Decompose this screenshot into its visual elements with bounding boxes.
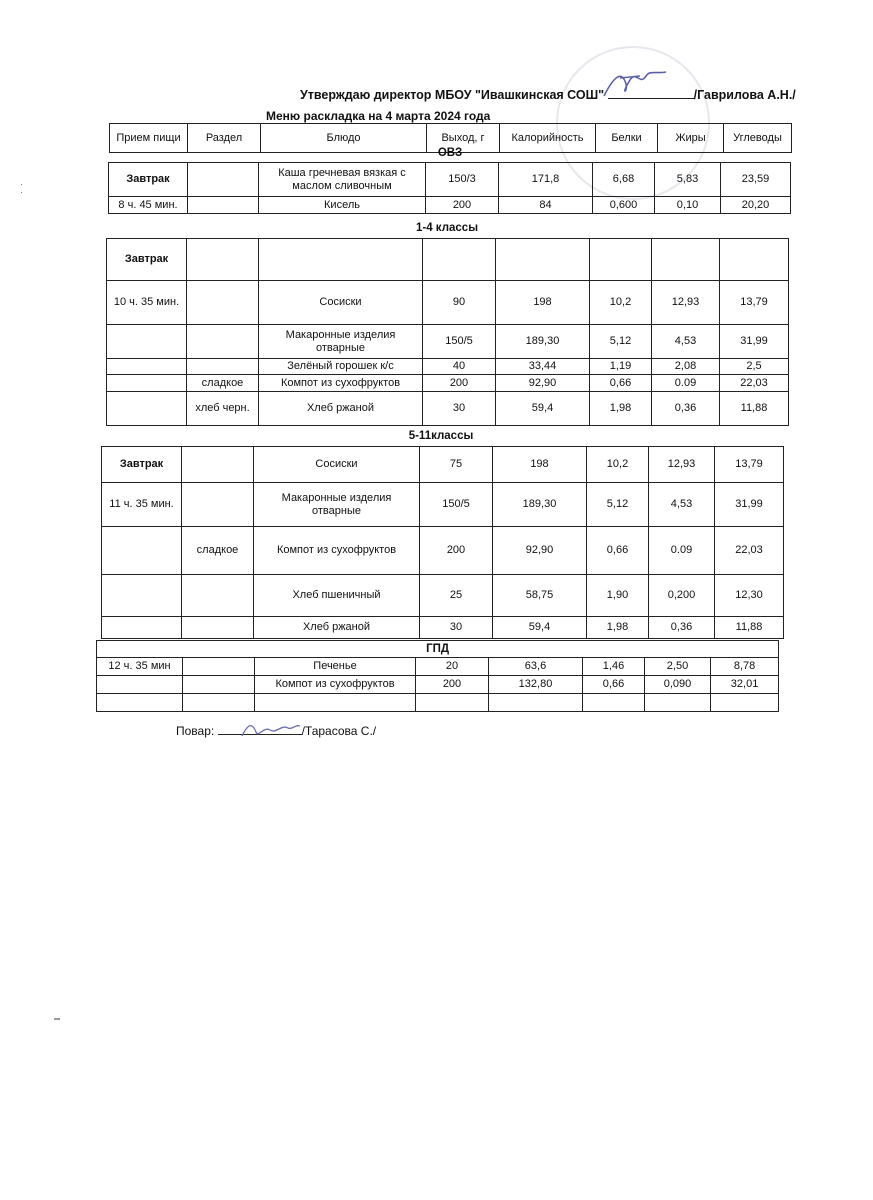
approval-text: Утверждаю директор МБОУ "Ивашкинская СОШ" [300,88,605,102]
empty-cell [583,694,645,712]
output-cell: 40 [423,359,496,375]
fat-cell: 0.09 [649,527,715,575]
fat-cell: 2,50 [645,658,711,676]
empty-cell [187,239,259,281]
output-cell: 200 [416,676,489,694]
carbs-cell: 8,78 [711,658,779,676]
empty-cell [255,694,416,712]
fat-cell: 0,090 [645,676,711,694]
section-cell [182,617,254,639]
output-cell: 150/5 [423,325,496,359]
dish-cell: Хлеб ржаной [259,392,423,426]
fat-cell: 12,93 [649,447,715,483]
carbs-cell: 11,88 [715,617,784,639]
carbs-cell: 2,5 [720,359,789,375]
empty-cell [107,359,187,375]
meal-label: Завтрак [107,239,187,281]
fat-cell: 2,08 [652,359,720,375]
cook-signature [238,718,302,742]
approval-line [300,88,796,102]
dish-cell: Хлеб ржаной [254,617,420,639]
carbs-cell: 13,79 [720,281,789,325]
table-row [107,325,789,359]
fat-cell: 5,83 [655,163,721,197]
table-row [109,163,791,197]
director-name: /Гаврилова А.Н./ [693,88,796,102]
section-title-grades-5-11: 5-11классы [408,430,474,442]
dish-cell: Зелёный горошек к/с [259,359,423,375]
col-protein: Белки [596,124,658,153]
meal-time: 11 ч. 35 мин. [102,483,182,527]
grades-1-4-table [106,238,789,426]
output-cell: 75 [420,447,493,483]
output-cell: 200 [426,197,499,214]
protein-cell: 6,68 [593,163,655,197]
empty-cell [107,375,187,392]
margin-mark: · · [20,179,23,197]
output-cell: 30 [423,392,496,426]
protein-cell: 1,46 [583,658,645,676]
calories-cell: 189,30 [496,325,590,359]
dish-cell: Каша гречневая вязкая с маслом сливочным [259,163,426,197]
protein-cell: 0,66 [587,527,649,575]
empty-cell [107,392,187,426]
empty-cell [645,694,711,712]
section-title-gpd: ГПД [97,641,779,658]
output-cell: 90 [423,281,496,325]
output-cell: 200 [420,527,493,575]
calories-cell: 189,30 [493,483,587,527]
dish-cell: Печенье [255,658,416,676]
carbs-cell: 13,79 [715,447,784,483]
calories-cell: 171,8 [499,163,593,197]
carbs-cell: 31,99 [715,483,784,527]
fat-cell: 0.09 [652,375,720,392]
meal-time: 10 ч. 35 мин. [107,281,187,325]
calories-cell: 198 [493,447,587,483]
table-row [102,527,784,575]
protein-cell: 0,600 [593,197,655,214]
empty-cell [259,239,423,281]
table-row [109,197,791,214]
table-row [102,617,784,639]
calories-cell: 59,4 [496,392,590,426]
fat-cell: 12,93 [652,281,720,325]
fat-cell: 4,53 [652,325,720,359]
protein-cell: 5,12 [590,325,652,359]
dish-cell: Компот из сухофруктов [259,375,423,392]
table-row [107,239,789,281]
protein-cell: 1,90 [587,575,649,617]
table-row [107,375,789,392]
table-row [107,359,789,375]
dish-cell: Макаронные изделия отварные [254,483,420,527]
table-row [102,447,784,483]
output-cell: 20 [416,658,489,676]
protein-cell: 0,66 [583,676,645,694]
empty-cell [183,694,255,712]
empty-cell [720,239,789,281]
dish-cell: Компот из сухофруктов [255,676,416,694]
section-cell: сладкое [187,375,259,392]
fat-cell: 0,200 [649,575,715,617]
table-row [102,575,784,617]
dish-cell: Кисель [259,197,426,214]
col-meal: Прием пищи [110,124,188,153]
output-cell: 25 [420,575,493,617]
calories-cell: 92,90 [496,375,590,392]
table-row [97,676,779,694]
section-title-grades-1-4: 1-4 классы [415,222,479,234]
calories-cell: 33,44 [496,359,590,375]
dish-cell: Сосиски [254,447,420,483]
protein-cell: 5,12 [587,483,649,527]
col-dish: Блюдо [261,124,427,153]
table-row [107,281,789,325]
scan-speck [54,1018,60,1020]
empty-cell [102,617,182,639]
calories-cell: 132,80 [489,676,583,694]
output-cell: 150/3 [426,163,499,197]
section-cell [182,483,254,527]
section-cell: сладкое [182,527,254,575]
col-calories: Калорийность [500,124,596,153]
section-cell [188,163,259,197]
carbs-cell: 32,01 [711,676,779,694]
empty-cell [590,239,652,281]
dish-cell: Хлеб пшеничный [254,575,420,617]
empty-cell [183,658,255,676]
section-cell: хлеб черн. [187,392,259,426]
section-cell [187,281,259,325]
protein-cell: 1,98 [587,617,649,639]
fat-cell: 0,10 [655,197,721,214]
carbs-cell: 23,59 [721,163,791,197]
table-row [102,483,784,527]
signature-line [608,88,694,99]
empty-cell [183,676,255,694]
carbs-cell: 22,03 [715,527,784,575]
protein-cell: 1,19 [590,359,652,375]
protein-cell: 10,2 [587,447,649,483]
meal-time: 8 ч. 45 мин. [109,197,188,214]
section-cell [187,359,259,375]
calories-cell: 58,75 [493,575,587,617]
dish-cell: Компот из сухофруктов [254,527,420,575]
section-cell [187,325,259,359]
empty-cell [102,527,182,575]
section-title-ovz: ОВЗ [437,147,463,159]
col-output: Выход, г [427,124,500,153]
protein-cell: 1,98 [590,392,652,426]
empty-cell [97,676,183,694]
section-cell [182,447,254,483]
fat-cell: 4,53 [649,483,715,527]
empty-cell [102,575,182,617]
col-carbs: Углеводы [724,124,792,153]
calories-cell: 198 [496,281,590,325]
empty-cell [97,694,183,712]
empty-cell [496,239,590,281]
empty-cell [711,694,779,712]
output-cell: 30 [420,617,493,639]
table-row [107,392,789,426]
cook-name: /Тарасова С./ [301,724,377,738]
carbs-cell: 20,20 [721,197,791,214]
dish-cell: Макаронные изделия отварные [259,325,423,359]
calories-cell: 59,4 [493,617,587,639]
ovz-table [108,162,791,214]
meal-time: 12 ч. 35 мин [97,658,183,676]
calories-cell: 84 [499,197,593,214]
empty-cell [107,325,187,359]
carbs-cell: 31,99 [720,325,789,359]
fat-cell: 0,36 [652,392,720,426]
empty-cell [423,239,496,281]
table-row [97,658,779,676]
carbs-cell: 11,88 [720,392,789,426]
calories-cell: 63,6 [489,658,583,676]
table-row [97,694,779,712]
section-cell [182,575,254,617]
empty-cell [489,694,583,712]
col-section: Раздел [188,124,261,153]
output-cell: 200 [423,375,496,392]
table-row [97,641,779,658]
section-cell [188,197,259,214]
output-cell: 150/5 [420,483,493,527]
gpd-table [96,640,779,712]
grades-5-11-table [101,446,784,639]
protein-cell: 10,2 [590,281,652,325]
col-fat: Жиры [658,124,724,153]
calories-cell: 92,90 [493,527,587,575]
meal-label: Завтрак [109,163,188,197]
cook-label: Повар: [176,724,215,738]
dish-cell: Сосиски [259,281,423,325]
carbs-cell: 12,30 [715,575,784,617]
carbs-cell: 22,03 [720,375,789,392]
meal-label: Завтрак [102,447,182,483]
fat-cell: 0,36 [649,617,715,639]
menu-title: Меню раскладка на 4 марта 2024 года [266,109,491,123]
empty-cell [416,694,489,712]
empty-cell [652,239,720,281]
protein-cell: 0,66 [590,375,652,392]
